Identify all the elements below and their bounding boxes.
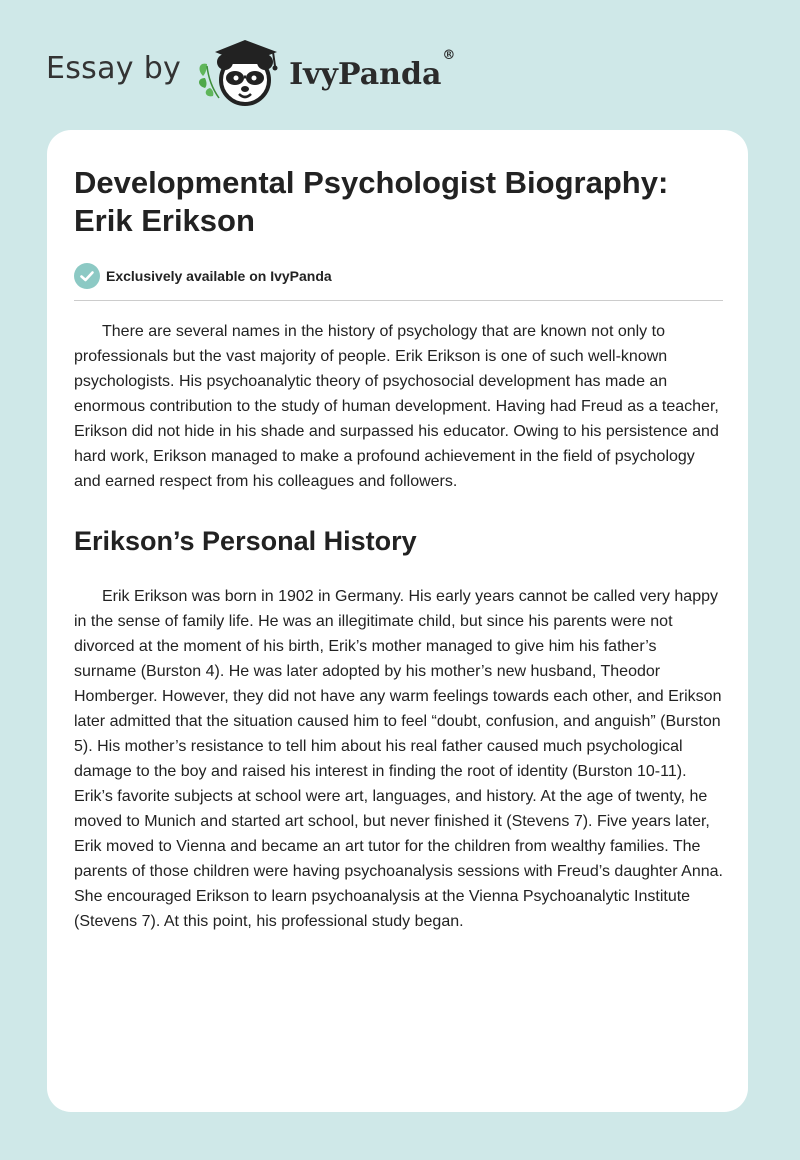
exclusive-badge	[74, 262, 723, 290]
essay-content	[74, 164, 723, 934]
brand-name[interactable]: IvyPanda®	[289, 47, 456, 92]
essay-title: Developmental Psychologist Biography: Erik Erikson	[74, 165, 669, 238]
registered-mark: ®	[442, 47, 456, 63]
section-paragraph: Erik Erikson was born in 1902 in Germany. His early years cannot be called very happy in the sense of family life. He was an illegitimate child, but since his parents were not divorced at the moment of his birth, Erik’s mother managed to give him his father’s surname (Burston 4). He was later adopted by his mother’s new husband, Theodor Homberger. However, they did not have any warm feelings towards each other, and Erikson later admitted that the situation caused him to feel “doubt, confusion, and anguish” (Burston 5). His mother’s resistance to tell him about his real father caused much psychological damage to the boy and raised his interest in finding the root of identity (Burston 10-11). Erik’s favorite subjects at school were art, languages, and history. At the age of twenty, he moved to Munich and started art school, but never finished it (Stevens 7). Five years later, Erik moved to Vienna and became an art tutor for the children from wealthy families. The parents of those children were having psychoanalysis sessions with Freud’s daughter Anna. She encouraged Erikson to learn psychoanalysis at the Vienna Psychoanalytic Institute (Stevens 7). At this point, his professional study began.	[74, 588, 723, 930]
exclusive-label: Exclusively available on IvyPanda	[106, 268, 332, 284]
site-header	[46, 36, 455, 108]
divider	[74, 300, 723, 301]
panda-graduation-cap-logo-icon[interactable]	[195, 36, 285, 108]
essay-by-label: Essay by	[46, 50, 182, 86]
intro-paragraph: There are several names in the history of psychology that are known not only to professionals but the vast majority of people. Erik Erikson is one of such well-known psychologists. His psychoanalytic theory of psychosocial development has made an enormous contribution to the study of human development. Having had Freud as a teacher, Erikson did not hide in his shade and surpassed his educator. Owing to his persistence and hard work, Erikson managed to make a profound achievement in the field of psychology and earned respect from his colleagues and followers.	[74, 323, 719, 490]
section-heading: Erikson’s Personal History	[74, 526, 417, 556]
check-circle-icon	[74, 263, 100, 289]
essay-card	[47, 130, 748, 1112]
